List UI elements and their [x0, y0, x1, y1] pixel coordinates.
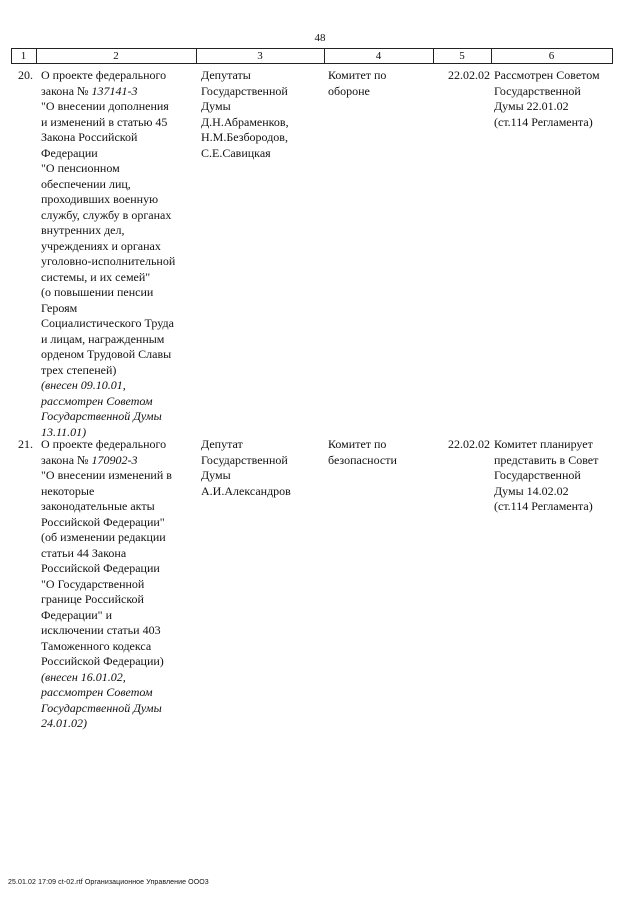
- text-line: А.И.Александров: [201, 483, 291, 498]
- text-line: Комитет по: [328, 437, 387, 451]
- text-line: обеспечении лиц,: [41, 176, 131, 191]
- text-line: Государственной: [201, 452, 288, 467]
- text-line: Государственной Думы: [41, 700, 162, 715]
- text-line: Героям: [41, 300, 78, 315]
- text-line: закона № 137141-3: [41, 83, 138, 98]
- column-header: 3: [257, 50, 263, 62]
- text-line: Рассмотрен Советом: [494, 68, 600, 82]
- text-line: О проекте федерального: [41, 437, 167, 451]
- text-line: Думы 22.01.02: [494, 99, 569, 113]
- text-line: 24.01.02): [41, 716, 87, 730]
- text-line: (о повышении пенсии: [41, 285, 154, 299]
- text-line: законодательные акты: [41, 499, 155, 513]
- committee: [328, 437, 432, 468]
- text-line: Думы: [201, 468, 231, 482]
- row-number: 21.: [18, 437, 33, 451]
- text-line: статьи 44 Закона: [41, 545, 127, 560]
- text-line: Государственной: [201, 83, 288, 98]
- text-line: Социалистического Труда: [41, 316, 174, 330]
- text-line: Российской Федерации): [41, 654, 164, 668]
- text-line: внутренних дел,: [41, 223, 125, 237]
- date: 22.02.02: [448, 68, 490, 82]
- text-line: Российской Федерации: [41, 561, 160, 575]
- text-line: Думы 14.02.02: [494, 483, 569, 498]
- text-line: системы, и их семей": [41, 269, 151, 284]
- text-line: Думы: [201, 99, 231, 113]
- text-line: "О внесении изменений в: [41, 468, 172, 482]
- text-line: Комитет планирует: [494, 437, 593, 451]
- text-line: (внесен 09.10.01,: [41, 378, 126, 392]
- bill-title: [41, 68, 195, 440]
- text-line: "О пенсионном: [41, 161, 120, 175]
- text-line: службу, службу в органах: [41, 207, 172, 222]
- text-line: (ст.114 Регламента): [494, 499, 593, 513]
- text-line: Закона Российской: [41, 130, 138, 144]
- bill-title: [41, 437, 195, 732]
- text-line: Федерации: [41, 145, 98, 160]
- text-line: "О внесении дополнения: [41, 99, 169, 113]
- column-header: 1: [20, 50, 27, 62]
- text-line: и лицам, награжденным: [41, 331, 165, 346]
- bill-authors: [201, 437, 321, 499]
- column-header: 4: [375, 50, 382, 62]
- text-line: Н.М.Безбородов,: [201, 130, 288, 144]
- bill-authors: [201, 68, 321, 161]
- law-number: 170902-3: [91, 452, 138, 467]
- row-number: 20.: [18, 68, 33, 82]
- footer-text: 25.01.02 17:09 ct-02.rtf Организационное Управление ООО3: [8, 879, 209, 886]
- status: [494, 437, 620, 515]
- text-line: Таможенного кодекса: [41, 638, 152, 653]
- text-line: Государственной: [494, 83, 581, 98]
- text-line: и изменений в статью 45: [41, 114, 168, 129]
- text-line: "О Государственной: [41, 576, 145, 591]
- text-line: закона № 170902-3: [41, 452, 138, 467]
- text-line: (внесен 16.01.02,: [41, 669, 126, 684]
- text-line: Депутат: [201, 437, 243, 451]
- date: 22.02.02: [448, 437, 490, 451]
- text-line: (об изменении редакции: [41, 530, 166, 544]
- text-line: рассмотрен Советом: [41, 393, 153, 408]
- text-line: рассмотрен Советом: [41, 685, 153, 699]
- text-line: границе Российской: [41, 592, 144, 606]
- text-line: уголовно-исполнительной: [41, 254, 176, 268]
- committee: [328, 68, 432, 99]
- text-line: Д.Н.Абраменков,: [201, 114, 289, 129]
- text-line: 13.11.01): [41, 424, 87, 439]
- text-line: трех степеней): [41, 362, 117, 377]
- table-header: [0, 48, 640, 64]
- text-line: Российской Федерации": [41, 514, 165, 529]
- text-line: орденом Трудовой Славы: [41, 347, 172, 361]
- text-line: (ст.114 Регламента): [494, 114, 593, 129]
- text-line: учреждениях и органах: [41, 238, 161, 253]
- column-header: 6: [548, 50, 555, 62]
- text-line: представить в Совет: [494, 452, 599, 467]
- text-line: исключении статьи 403: [41, 623, 161, 637]
- text-line: Комитет по: [328, 68, 387, 82]
- page-number: 48: [314, 32, 326, 44]
- text-line: Федерации" и: [41, 607, 112, 622]
- text-line: безопасности: [328, 452, 397, 467]
- text-line: Депутаты: [201, 68, 251, 82]
- text-line: О проекте федерального: [41, 68, 167, 82]
- column-header: 2: [113, 50, 119, 62]
- status: [494, 68, 620, 130]
- law-number: 137141-3: [91, 83, 138, 98]
- text-line: Государственной Думы: [41, 409, 162, 423]
- text-line: обороне: [328, 83, 370, 98]
- text-line: некоторые: [41, 483, 95, 498]
- text-line: Государственной: [494, 468, 581, 482]
- text-line: проходивших военную: [41, 192, 159, 206]
- column-header: 5: [459, 50, 465, 62]
- text-line: С.Е.Савицкая: [201, 145, 271, 160]
